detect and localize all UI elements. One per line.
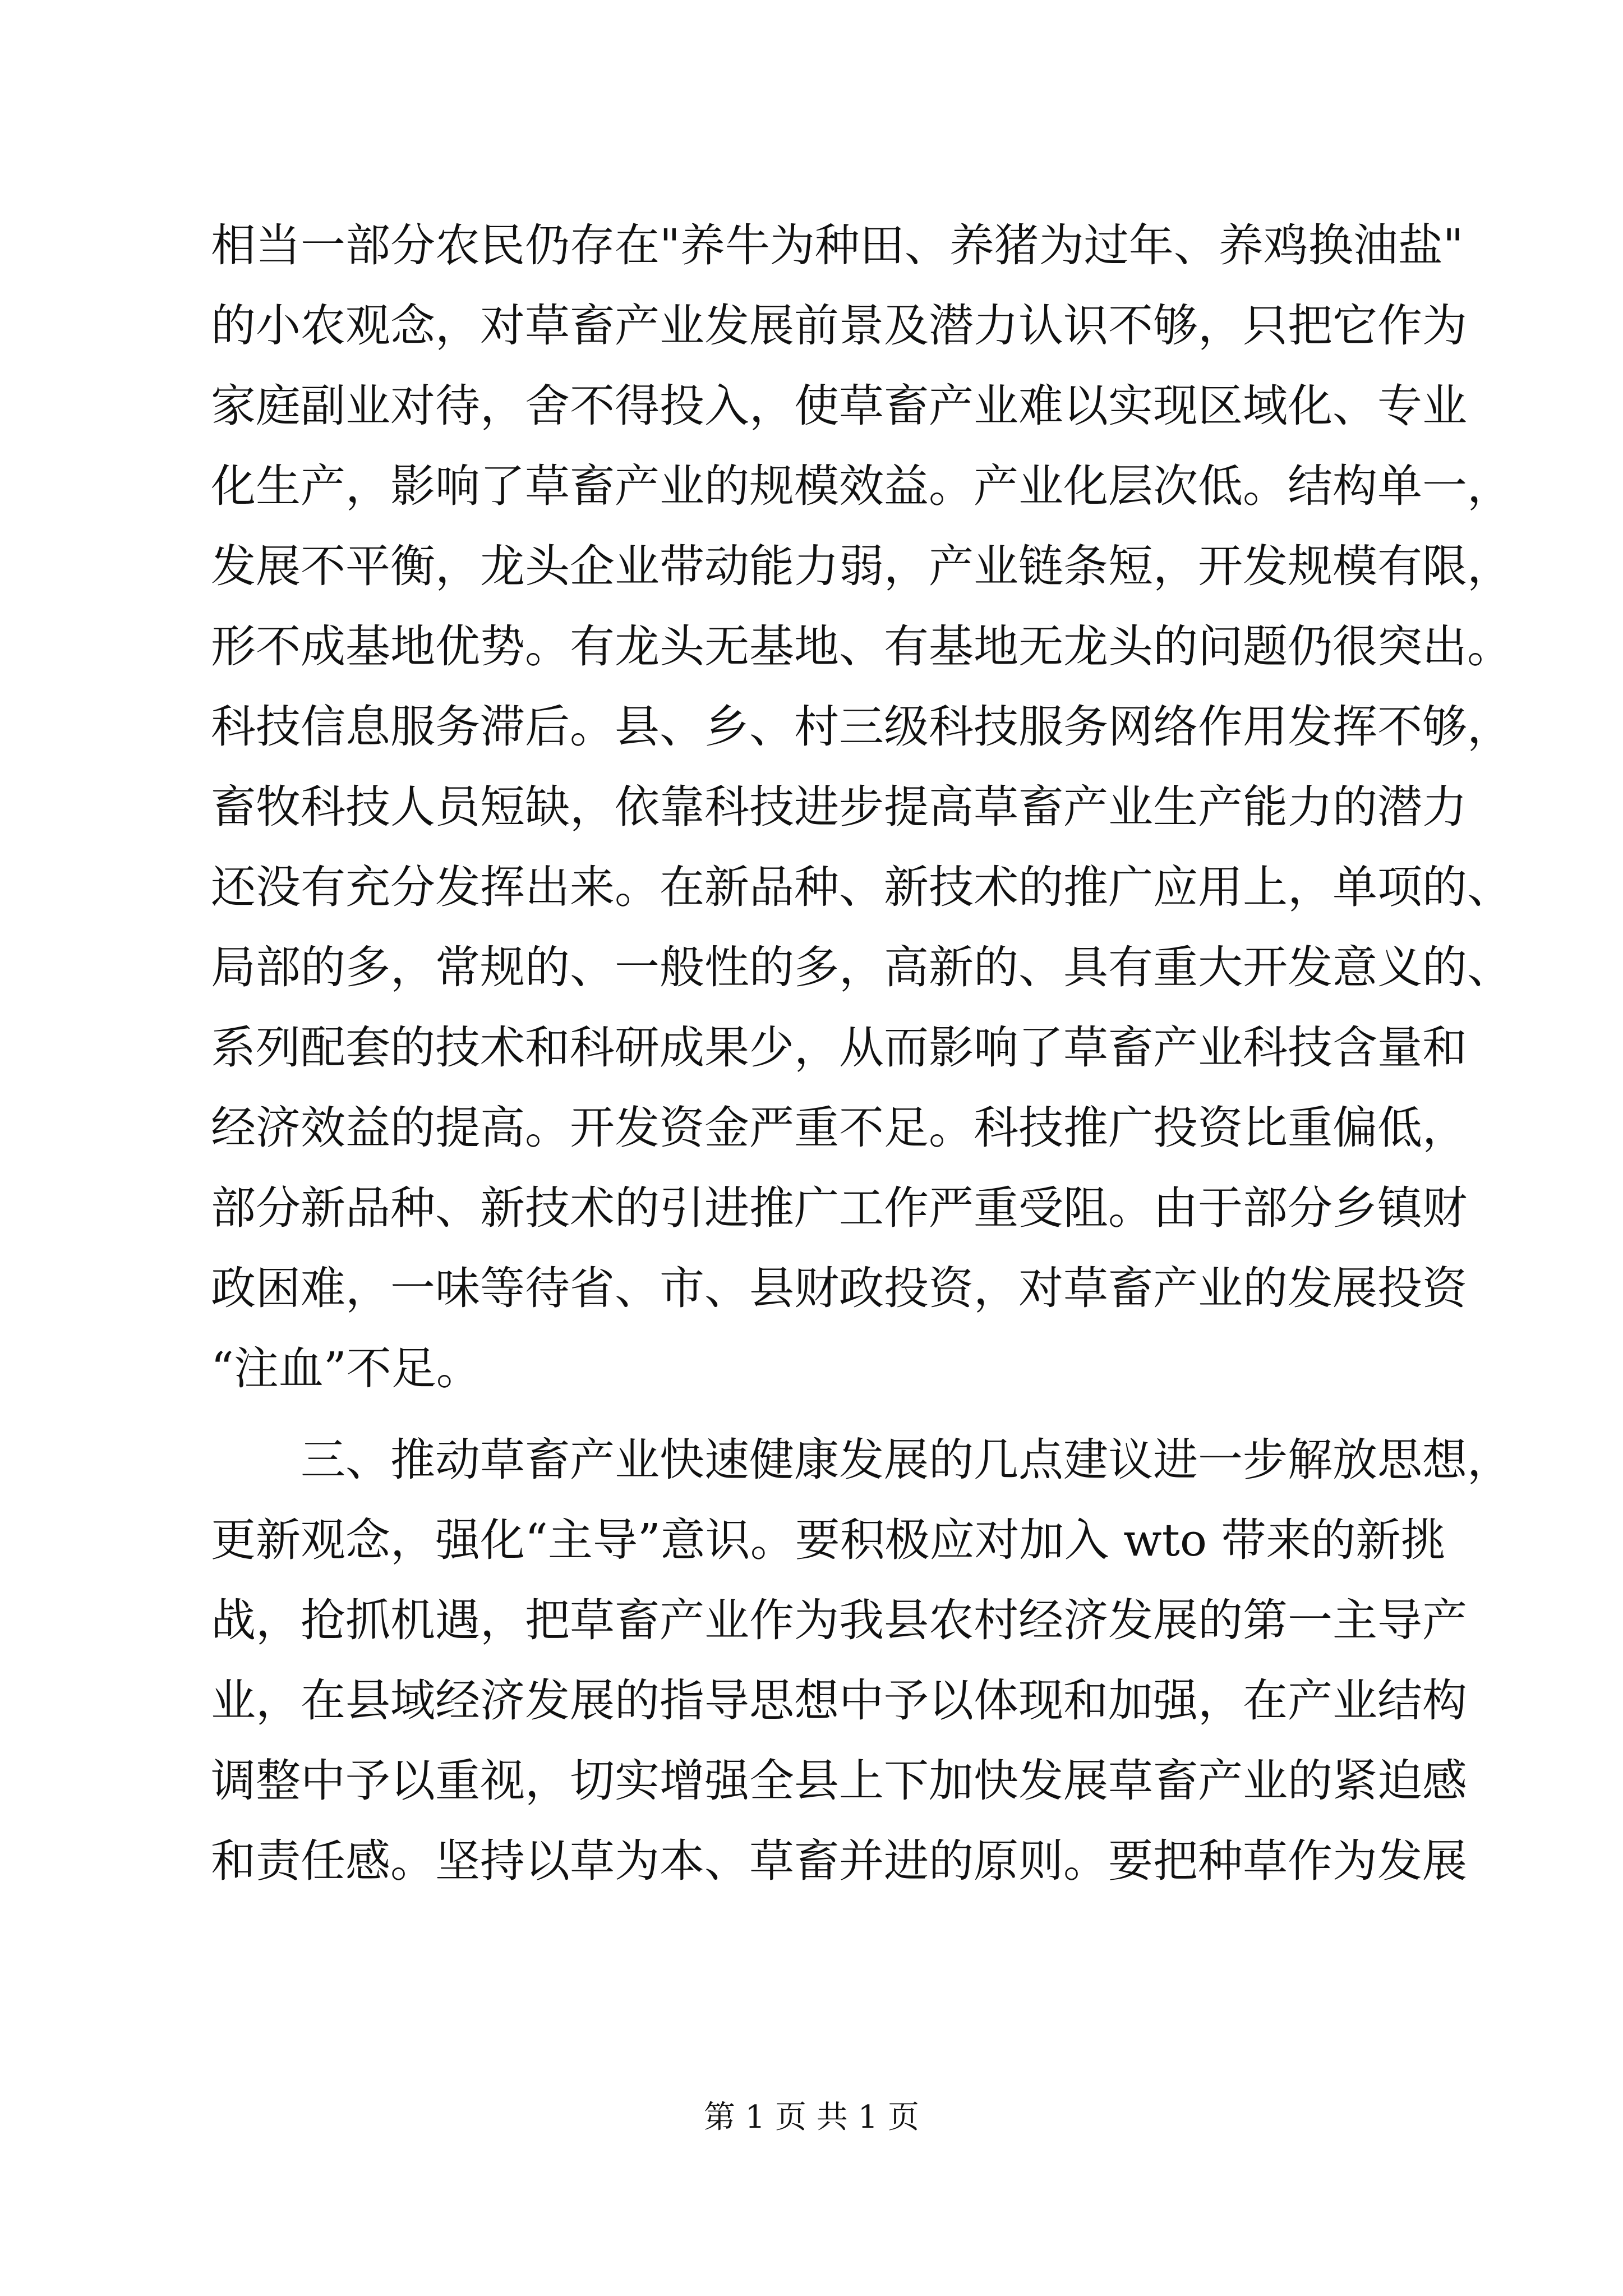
page-footer <box>0 2098 1623 2137</box>
text-line: 科技信息服务滞后。县、乡、村三级科技服务网络作用发挥不够， <box>211 701 1512 753</box>
text-line: 形不成基地优势。有龙头无基地、有基地无龙头的问题仍很突出。 <box>211 620 1512 673</box>
text-line: 和责任感。坚持以草为本、草畜并进的原则。要把种草作为发展 <box>211 1835 1467 1887</box>
text-line: 家庭副业对待，舍不得投入，使草畜产业难以实现区域化、专业 <box>211 380 1467 432</box>
text-line: 发展不平衡，龙头企业带动能力弱，产业链条短，开发规模有限， <box>211 540 1512 592</box>
text-line: 部分新品种、新技术的引进推广工作严重受阻。由于部分乡镇财 <box>211 1182 1467 1234</box>
text-line: 业，在县域经济发展的指导思想中予以体现和加强，在产业结构 <box>211 1674 1467 1727</box>
text-line: 更新观念，强化“主导”意识。要积极应对加入 wto 带来的新挑 <box>211 1514 1446 1566</box>
text-line: “注血”不足。 <box>211 1342 481 1395</box>
text-line: 战，抢抓机遇，把草畜产业作为我县农村经济发展的第一主导产 <box>211 1594 1467 1646</box>
text-line: 相当一部分农民仍存在"养牛为种田、养猪为过年、养鸡换油盐" <box>211 219 1464 272</box>
text-line: 三、推动草畜产业快速健康发展的几点建议进一步解放思想， <box>301 1434 1512 1486</box>
paragraph-gap <box>211 1409 1418 1420</box>
paragraph-2 <box>211 1420 1512 1901</box>
text-line: 还没有充分发挥出来。在新品种、新技术的推广应用上，单项的、 <box>211 861 1512 913</box>
text-line: 的小农观念，对草畜产业发展前景及潜力认识不够，只把它作为 <box>211 300 1467 352</box>
text-line: 调整中予以重视，切实增强全县上下加快发展草畜产业的紧迫感 <box>211 1755 1467 1807</box>
page-number-label: 第 1 页 共 1 页 <box>703 2099 920 2136</box>
text-line: 化生产，影响了草畜产业的规模效益。产业化层次低。结构单一， <box>211 460 1512 512</box>
text-line: 政困难，一味等待省、市、县财政投资，对草畜产业的发展投资 <box>211 1262 1467 1314</box>
text-line: 经济效益的提高。开发资金严重不足。科技推广投资比重偏低， <box>211 1102 1467 1154</box>
body-text <box>211 205 1512 1901</box>
text-line: 局部的多，常规的、一般性的多，高新的、具有重大开发意义的、 <box>211 941 1512 993</box>
text-line: 系列配套的技术和科研成果少，从而影响了草畜产业科技含量和 <box>211 1022 1467 1074</box>
text-line: 畜牧科技人员短缺，依靠科技进步提高草畜产业生产能力的潜力 <box>211 781 1467 833</box>
paragraph-1 <box>211 205 1512 1409</box>
